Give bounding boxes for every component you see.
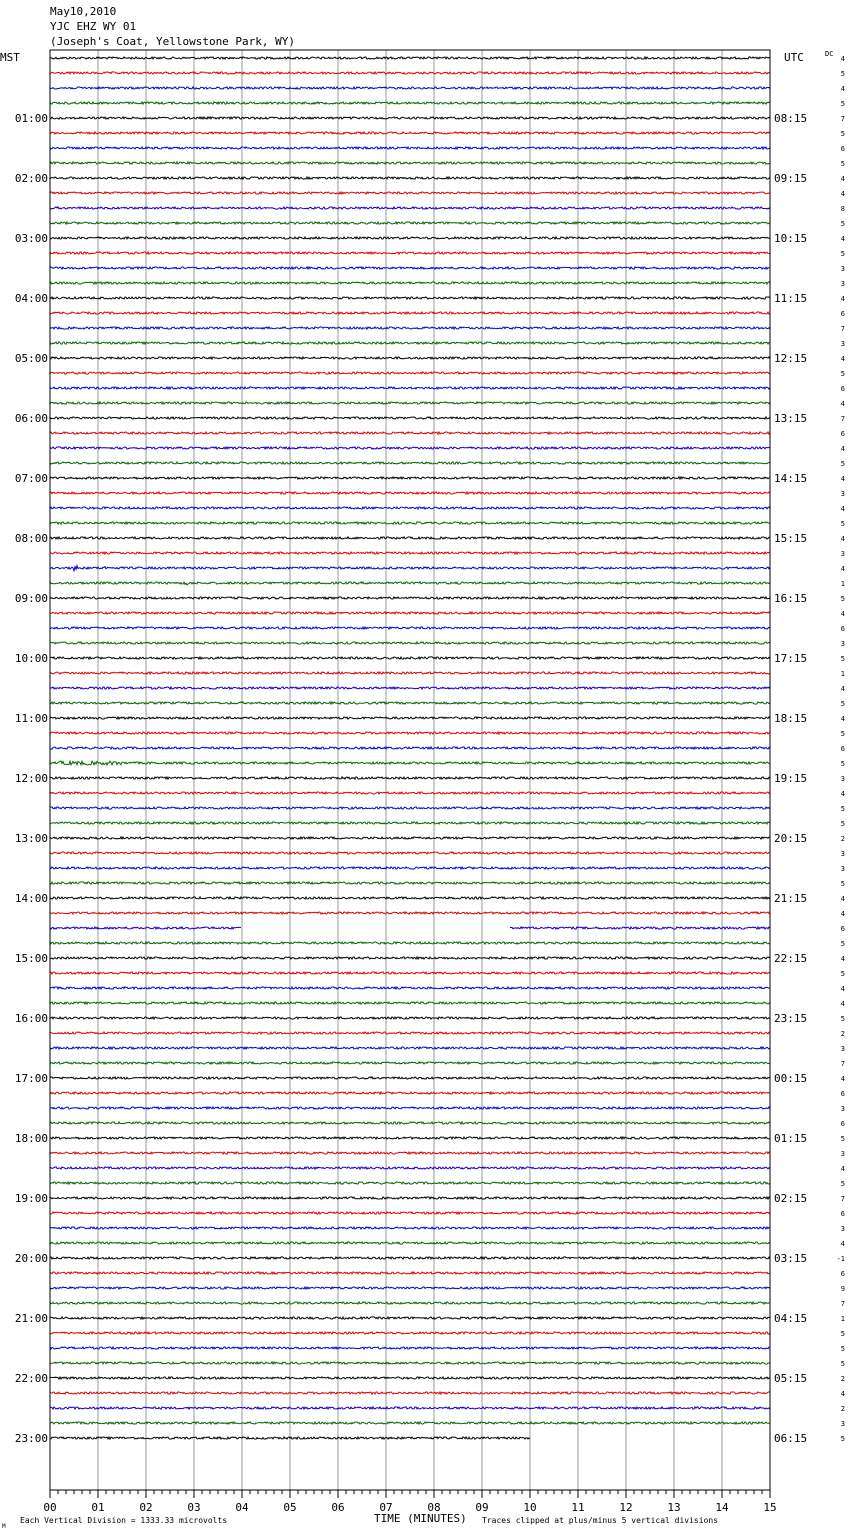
dc-offset-value: 2 [840,1405,845,1413]
clip-note: Traces clipped at plus/minus 5 vertical divisions [482,1516,719,1525]
x-tick-label-00: 00 [43,1501,57,1514]
dc-offset-value: 5 [840,130,845,138]
utc-hour-label: 08:15 [774,112,808,125]
dc-offset-value: 4 [840,685,845,693]
dc-offset-value: 5 [840,70,845,78]
dc-offset-value: 5 [840,1360,845,1368]
dc-offset-value: 3 [840,1045,845,1053]
trace-row-64 [50,1017,770,1019]
dc-offset-value: 3 [840,1225,845,1233]
dc-offset-value: 6 [840,925,845,933]
trace-row-90 [50,1407,770,1409]
mst-hour-label: 19:00 [14,1192,48,1205]
trace-row-9 [50,192,770,194]
mst-hour-label: 06:00 [14,412,48,425]
trace-row-88 [50,1377,770,1379]
dc-offset-value: 6 [840,1090,845,1098]
dc-offset-value: 3 [840,1105,845,1113]
x-tick-label-03: 03 [187,1501,201,1514]
dc-offset-value: 4 [840,715,845,723]
dc-label: DC [825,50,834,58]
dc-offset-value: 5 [840,970,845,978]
mst-hour-label: 12:00 [14,772,48,785]
trace-row-27 [50,462,770,464]
mst-hour-label: 22:00 [14,1372,48,1385]
trace-row-1 [50,72,770,74]
utc-hour-label: 13:15 [774,412,808,425]
trace-row-75 [50,1182,770,1184]
trace-row-48 [50,777,770,779]
trace-row-81 [50,1272,770,1274]
dc-offset-value: 7 [840,1060,845,1068]
trace-row-78 [50,1227,770,1229]
x-tick-label-06: 06 [331,1501,345,1514]
x-tick-label-11: 11 [571,1501,585,1514]
dc-offset-value: 4 [840,1390,845,1398]
trace-row-89 [50,1392,770,1394]
dc-offset-value: 4 [840,955,845,963]
dc-offset-value: 2 [840,1375,845,1383]
dc-offset-value: 4 [840,355,845,363]
dc-offset-value: 2 [840,1030,845,1038]
dc-offset-value: 3 [840,850,845,858]
trace-row-76 [50,1197,770,1199]
utc-hour-label: 03:15 [774,1252,808,1265]
dc-offset-value: 4 [840,445,845,453]
dc-offset-value: 5 [840,220,845,228]
mst-hour-label: 15:00 [14,952,48,965]
mst-hour-label: 02:00 [14,172,48,185]
dc-offset-value: 4 [840,505,845,513]
dc-offset-value: 4 [840,1075,845,1083]
utc-hour-label: 20:15 [774,832,808,845]
utc-hour-label: 14:15 [774,472,808,485]
trace-row-10 [50,207,770,209]
dc-offset-value: 1 [840,580,845,588]
trace-row-45 [50,732,770,734]
dc-offset-value: 6 [840,745,845,753]
trace-row-70 [50,1107,770,1109]
trace-row-47 [50,761,770,765]
trace-row-74 [50,1167,770,1169]
utc-hour-label: 17:15 [774,652,808,665]
dc-offset-value: 7 [840,1300,845,1308]
trace-row-85 [50,1332,770,1334]
dc-offset-value: 4 [840,85,845,93]
trace-row-0 [50,57,770,59]
trace-row-37 [50,612,770,614]
trace-row-66 [50,1047,770,1049]
mst-axis-label: MST [0,51,20,64]
dc-offset-value: 5 [840,820,845,828]
trace-row-72 [50,1137,770,1139]
trace-row-14 [50,267,770,269]
trace-row-63 [50,1002,770,1004]
trace-row-91 [50,1422,770,1424]
utc-hour-label: 01:15 [774,1132,808,1145]
trace-row-59 [50,942,770,944]
x-tick-label-02: 02 [139,1501,153,1514]
dc-offset-value: 4 [840,175,845,183]
trace-row-34 [50,566,770,571]
dc-offset-value: 5 [840,805,845,813]
trace-row-25 [50,432,770,434]
dc-offset-value: 5 [840,655,845,663]
trace-row-44 [50,717,770,719]
dc-offset-value: 2 [840,835,845,843]
trace-row-43 [50,702,770,704]
dc-offset-value: 7 [840,1195,845,1203]
trace-row-57 [50,912,770,914]
dc-offset-value: 6 [840,625,845,633]
trace-row-58 [50,927,770,929]
trace-row-62 [50,987,770,989]
mst-hour-label: 10:00 [14,652,48,665]
trace-row-67 [50,1062,770,1064]
dc-offset-value: 3 [840,280,845,288]
trace-row-24 [50,417,770,419]
dc-offset-value: 6 [840,310,845,318]
trace-row-4 [50,117,770,119]
dc-offset-value: 7 [840,415,845,423]
x-tick-label-14: 14 [715,1501,729,1514]
dc-offset-value: 6 [840,385,845,393]
trace-row-60 [50,957,770,959]
station-location: (Joseph's Coat, Yellowstone Park, WY) [50,35,296,48]
trace-row-11 [50,222,770,224]
trace-row-5 [50,132,770,134]
left-footer-mark: M [2,1523,6,1530]
mst-hour-label: 14:00 [14,892,48,905]
mst-hour-label: 17:00 [14,1072,48,1085]
dc-offset-value: 5 [840,1015,845,1023]
mst-hour-label: 20:00 [14,1252,48,1265]
chart-frame [50,50,770,1498]
dc-offset-value: 6 [840,1210,845,1218]
utc-hour-label: 11:15 [774,292,808,305]
x-tick-label-09: 09 [475,1501,489,1514]
trace-row-56 [50,897,770,899]
dc-offset-value: 5 [840,730,845,738]
trace-row-54 [50,867,770,869]
dc-offset-value: 4 [840,985,845,993]
trace-row-87 [50,1362,770,1364]
trace-row-32 [50,537,770,539]
trace-row-30 [50,507,770,509]
seismic-traces [50,57,770,1439]
x-tick-label-07: 07 [379,1501,393,1514]
mst-hour-label: 13:00 [14,832,48,845]
utc-hour-label: 23:15 [774,1012,808,1025]
dc-offset-value: 4 [840,910,845,918]
trace-row-86 [50,1347,770,1349]
trace-row-65 [50,1032,770,1034]
dc-offset-value: 6 [840,145,845,153]
trace-row-35 [50,582,770,585]
mst-hour-label: 08:00 [14,532,48,545]
trace-row-38 [50,627,770,629]
dc-offset-value: 5 [840,250,845,258]
dc-offset-value: 5 [840,520,845,528]
mst-hour-label: 03:00 [14,232,48,245]
trace-row-80 [50,1257,770,1259]
utc-hour-label: 10:15 [774,232,808,245]
trace-row-28 [50,477,770,479]
utc-hour-label: 15:15 [774,532,808,545]
trace-row-21 [50,372,770,374]
trace-row-46 [50,747,770,749]
mst-hour-label: 16:00 [14,1012,48,1025]
trace-row-33 [50,552,770,554]
dc-offset-value: 5 [840,1135,845,1143]
x-tick-label-12: 12 [619,1501,633,1514]
dc-offset-value: 4 [840,235,845,243]
dc-offset-value: 4 [840,895,845,903]
trace-row-68 [50,1077,770,1079]
dc-offset-value: 5 [840,1435,845,1443]
dc-offset-value: 4 [840,475,845,483]
dc-offset-value: 4 [840,295,845,303]
mst-hour-label: 05:00 [14,352,48,365]
dc-offset-value: 4 [840,610,845,618]
dc-offset-value: 3 [840,775,845,783]
trace-row-18 [50,327,770,329]
dc-offset-value: 4 [840,535,845,543]
dc-offset-value: 6 [840,1270,845,1278]
trace-row-42 [50,687,770,689]
utc-hour-label: 21:15 [774,892,808,905]
trace-row-61 [50,972,770,974]
trace-row-73 [50,1152,770,1154]
dc-offset-value: 5 [840,100,845,108]
dc-offset-value: 5 [840,1180,845,1188]
x-tick-label-04: 04 [235,1501,249,1514]
dc-offset-value: 9 [840,1285,845,1293]
dc-offset-value: 3 [840,640,845,648]
dc-offset-value: 6 [840,430,845,438]
utc-hour-label: 02:15 [774,1192,808,1205]
trace-row-23 [50,402,770,404]
dc-offset-value: -1 [836,1255,845,1263]
dc-offset-value: 1 [840,670,845,678]
dc-offset-value: 1 [840,1315,845,1323]
trace-row-29 [50,492,770,494]
dc-offset-value: 3 [840,865,845,873]
trace-row-22 [50,387,770,389]
x-tick-label-05: 05 [283,1501,297,1514]
trace-row-17 [50,312,770,314]
x-tick-label-08: 08 [427,1501,441,1514]
dc-offset-value: 4 [840,1165,845,1173]
mst-hour-label: 07:00 [14,472,48,485]
dc-offset-value: 5 [840,595,845,603]
dc-offset-value: 4 [840,1000,845,1008]
dc-offset-value: 8 [840,205,845,213]
chart-date: May10,2010 [50,5,117,18]
axis-labels [0,50,845,1530]
trace-row-8 [50,177,770,179]
utc-hour-label: 06:15 [774,1432,808,1445]
dc-offset-value: 5 [840,1330,845,1338]
utc-hour-label: 18:15 [774,712,808,725]
dc-offset-value: 5 [840,160,845,168]
mst-hour-label: 04:00 [14,292,48,305]
utc-hour-label: 00:15 [774,1072,808,1085]
trace-row-2 [50,87,770,89]
dc-offset-value: 4 [840,55,845,63]
x-axis-title: TIME (MINUTES) [374,1512,467,1525]
x-tick-label-01: 01 [91,1501,105,1514]
utc-hour-label: 04:15 [774,1312,808,1325]
dc-offset-value: 5 [840,940,845,948]
dc-offset-value: 5 [840,760,845,768]
utc-hour-label: 16:15 [774,592,808,605]
trace-row-84 [50,1317,770,1319]
utc-hour-label: 12:15 [774,352,808,365]
x-tick-label-15: 15 [763,1501,777,1514]
dc-offset-value: 4 [840,190,845,198]
dc-offset-value: 3 [840,1150,845,1158]
utc-hour-label: 19:15 [774,772,808,785]
trace-row-13 [50,252,770,254]
mst-hour-label: 23:00 [14,1432,48,1445]
trace-row-15 [50,282,770,284]
trace-row-41 [50,672,770,674]
dc-offset-value: 3 [840,1420,845,1428]
trace-row-12 [50,237,770,239]
utc-hour-label: 09:15 [774,172,808,185]
dc-offset-value: 4 [840,790,845,798]
trace-row-69 [50,1092,770,1094]
mst-hour-label: 01:00 [14,112,48,125]
trace-row-39 [50,642,770,644]
trace-row-83 [50,1302,770,1304]
dc-offset-value: 5 [840,880,845,888]
trace-row-7 [50,162,770,164]
mst-hour-label: 18:00 [14,1132,48,1145]
dc-offset-value: 5 [840,700,845,708]
station-code: YJC EHZ WY 01 [50,20,137,33]
trace-row-31 [50,522,770,524]
dc-offset-value: 6 [840,1120,845,1128]
trace-row-55 [50,882,770,884]
dc-offset-value: 4 [840,1240,845,1248]
trace-row-20 [50,357,770,359]
plot-frame [50,50,770,1490]
dc-offset-value: 3 [840,550,845,558]
x-tick-label-10: 10 [523,1501,537,1514]
trace-row-50 [50,807,770,809]
trace-row-49 [50,792,770,794]
trace-row-51 [50,822,770,824]
dc-offset-value: 5 [840,1345,845,1353]
mst-hour-label: 09:00 [14,592,48,605]
dc-offset-value: 7 [840,325,845,333]
trace-row-3 [50,102,770,104]
dc-offset-value: 4 [840,400,845,408]
dc-offset-value: 5 [840,460,845,468]
dc-offset-value: 3 [840,490,845,498]
utc-hour-label: 22:15 [774,952,808,965]
trace-row-19 [50,342,770,344]
dc-offset-value: 7 [840,115,845,123]
trace-row-52 [50,837,770,839]
mst-hour-label: 21:00 [14,1312,48,1325]
trace-row-79 [50,1242,770,1244]
trace-row-36 [50,597,770,599]
trace-row-16 [50,297,770,299]
trace-row-6 [50,147,770,149]
trace-row-40 [50,657,770,659]
trace-row-26 [50,447,770,449]
trace-row-71 [50,1122,770,1124]
utc-axis-label: UTC [784,51,804,64]
division-note: Each Vertical Division = 1333.33 microvolts [20,1516,228,1525]
dc-offset-value: 4 [840,565,845,573]
utc-hour-label: 05:15 [774,1372,808,1385]
trace-row-53 [50,852,770,854]
trace-row-77 [50,1212,770,1214]
x-tick-label-13: 13 [667,1501,681,1514]
mst-hour-label: 11:00 [14,712,48,725]
trace-row-82 [50,1287,770,1289]
dc-offset-value: 5 [840,370,845,378]
dc-offset-value: 3 [840,340,845,348]
dc-offset-value: 3 [840,265,845,273]
